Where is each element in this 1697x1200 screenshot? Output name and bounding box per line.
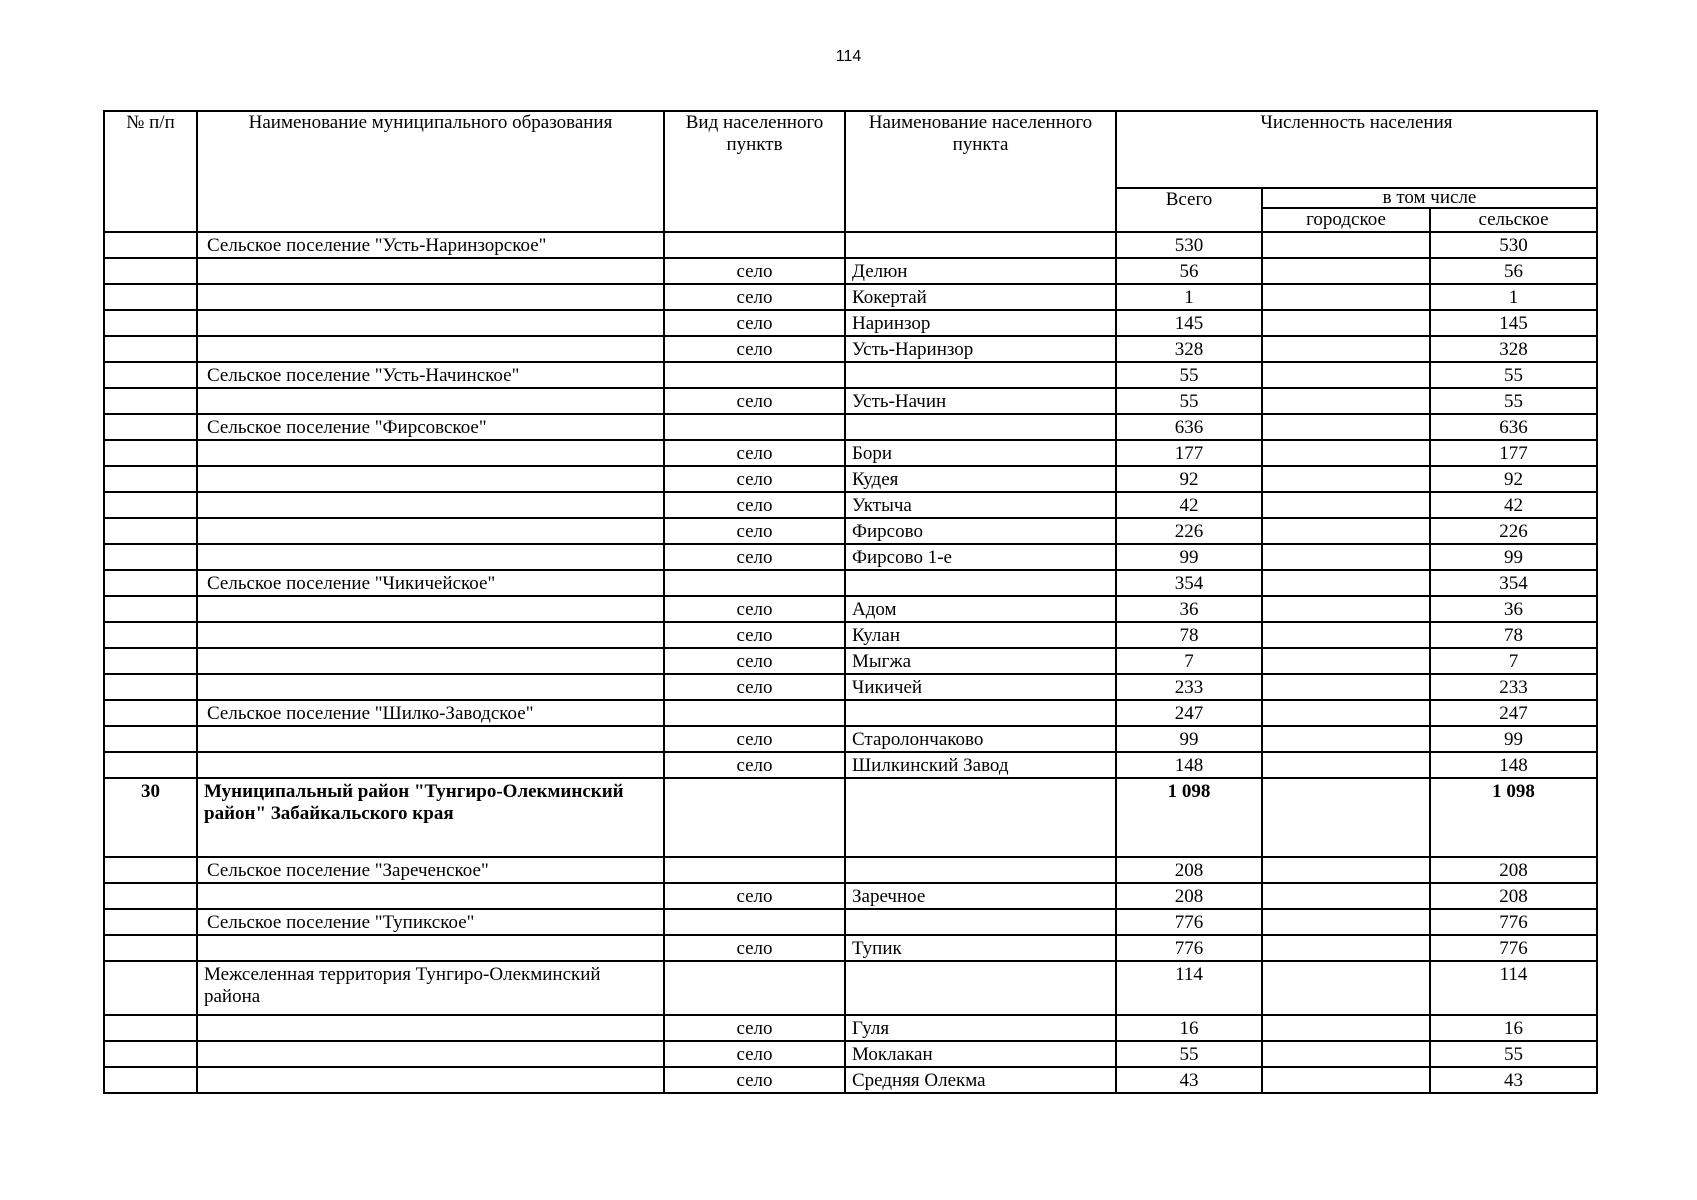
row-rural: 1 098: [1430, 778, 1597, 857]
row-num: [104, 648, 197, 674]
row-locality-name: Наринзор: [845, 310, 1116, 336]
row-num: [104, 284, 197, 310]
table-row: [104, 518, 1597, 544]
row-total: 55: [1116, 362, 1262, 388]
row-total: 776: [1116, 935, 1262, 961]
row-locality-type: [664, 909, 845, 935]
row-urban: [1262, 518, 1430, 544]
row-num: [104, 544, 197, 570]
row-num: [104, 961, 197, 1015]
table-row: [104, 622, 1597, 648]
row-municipality: [197, 1041, 664, 1067]
row-locality-type: село: [664, 1015, 845, 1041]
table-body: [104, 232, 1597, 1093]
row-municipality: [197, 752, 664, 778]
row-locality-type: [664, 232, 845, 258]
row-locality-name: Кокертай: [845, 284, 1116, 310]
row-total: 42: [1116, 492, 1262, 518]
row-locality-name: [845, 909, 1116, 935]
row-rural: 43: [1430, 1067, 1597, 1093]
table-row: [104, 570, 1597, 596]
row-rural: 99: [1430, 726, 1597, 752]
row-total: 92: [1116, 466, 1262, 492]
row-total: 636: [1116, 414, 1262, 440]
row-municipality: Сельское поселение "Тупикское": [197, 909, 664, 935]
row-urban: [1262, 752, 1430, 778]
row-locality-name: Фирсово 1-е: [845, 544, 1116, 570]
row-locality-name: Мыгжа: [845, 648, 1116, 674]
table-row: [104, 362, 1597, 388]
row-rural: 7: [1430, 648, 1597, 674]
row-locality-type: село: [664, 1067, 845, 1093]
row-num: [104, 258, 197, 284]
row-total: 1: [1116, 284, 1262, 310]
row-locality-type: [664, 961, 845, 1015]
row-total: 1 098: [1116, 778, 1262, 857]
table-row: [104, 466, 1597, 492]
row-total: 145: [1116, 310, 1262, 336]
row-num: 30: [104, 778, 197, 857]
row-municipality: [197, 492, 664, 518]
row-locality-name: Усть-Наринзор: [845, 336, 1116, 362]
row-rural: 16: [1430, 1015, 1597, 1041]
row-municipality: [197, 466, 664, 492]
table-row: [104, 258, 1597, 284]
table-row: [104, 1015, 1597, 1041]
row-municipality: Сельское поселение "Чикичейское": [197, 570, 664, 596]
row-num: [104, 674, 197, 700]
row-num: [104, 726, 197, 752]
row-num: [104, 700, 197, 726]
row-rural: 92: [1430, 466, 1597, 492]
row-total: 233: [1116, 674, 1262, 700]
row-total: 7: [1116, 648, 1262, 674]
row-locality-type: село: [664, 440, 845, 466]
row-urban: [1262, 857, 1430, 883]
table-row: [104, 883, 1597, 909]
row-municipality: [197, 1015, 664, 1041]
row-locality-type: село: [664, 310, 845, 336]
row-locality-name: Бори: [845, 440, 1116, 466]
table-row: [104, 752, 1597, 778]
row-total: 16: [1116, 1015, 1262, 1041]
row-municipality: [197, 388, 664, 414]
row-locality-name: Гуля: [845, 1015, 1116, 1041]
row-municipality: Сельское поселение "Усть-Начинское": [197, 362, 664, 388]
table-row: [104, 935, 1597, 961]
row-locality-type: село: [664, 752, 845, 778]
row-locality-name: Усть-Начин: [845, 388, 1116, 414]
row-rural: 328: [1430, 336, 1597, 362]
row-total: 56: [1116, 258, 1262, 284]
row-locality-type: село: [664, 544, 845, 570]
row-rural: 99: [1430, 544, 1597, 570]
row-municipality: [197, 648, 664, 674]
row-total: 99: [1116, 544, 1262, 570]
row-locality-name: [845, 414, 1116, 440]
row-rural: 148: [1430, 752, 1597, 778]
row-urban: [1262, 1015, 1430, 1041]
row-locality-name: Уктыча: [845, 492, 1116, 518]
row-locality-name: Старолончаково: [845, 726, 1116, 752]
row-num: [104, 596, 197, 622]
table-row: [104, 310, 1597, 336]
header-total: Всего: [1116, 188, 1262, 232]
row-urban: [1262, 310, 1430, 336]
row-total: 247: [1116, 700, 1262, 726]
row-total: 208: [1116, 883, 1262, 909]
row-num: [104, 440, 197, 466]
population-table: [103, 110, 1598, 1094]
row-rural: 530: [1430, 232, 1597, 258]
row-urban: [1262, 961, 1430, 1015]
row-locality-name: [845, 961, 1116, 1015]
row-total: 354: [1116, 570, 1262, 596]
header-type: Вид населенного пунктв: [664, 111, 845, 232]
row-locality-type: село: [664, 492, 845, 518]
row-rural: 55: [1430, 1041, 1597, 1067]
row-total: 36: [1116, 596, 1262, 622]
table-row: [104, 232, 1597, 258]
row-total: 148: [1116, 752, 1262, 778]
row-municipality: Сельское поселение "Зареченское": [197, 857, 664, 883]
row-num: [104, 752, 197, 778]
row-rural: 36: [1430, 596, 1597, 622]
row-rural: 776: [1430, 935, 1597, 961]
row-municipality: [197, 596, 664, 622]
row-locality-name: Адом: [845, 596, 1116, 622]
row-municipality: [197, 726, 664, 752]
header-municipality: Наименование муниципального образования: [197, 111, 664, 232]
row-urban: [1262, 726, 1430, 752]
row-urban: [1262, 414, 1430, 440]
row-locality-name: Чикичей: [845, 674, 1116, 700]
row-locality-type: село: [664, 466, 845, 492]
table-row: [104, 492, 1597, 518]
row-locality-name: Моклакан: [845, 1041, 1116, 1067]
row-municipality: [197, 310, 664, 336]
row-urban: [1262, 648, 1430, 674]
row-locality-type: село: [664, 674, 845, 700]
row-municipality: [197, 544, 664, 570]
table-row: [104, 336, 1597, 362]
row-urban: [1262, 1067, 1430, 1093]
row-locality-type: [664, 362, 845, 388]
header-rural: сельское: [1430, 208, 1597, 232]
row-municipality: Сельское поселение "Фирсовское": [197, 414, 664, 440]
row-rural: 208: [1430, 857, 1597, 883]
row-num: [104, 414, 197, 440]
row-total: 114: [1116, 961, 1262, 1015]
row-municipality: [197, 674, 664, 700]
table-row: [104, 778, 1597, 857]
row-locality-type: село: [664, 935, 845, 961]
row-locality-type: село: [664, 518, 845, 544]
row-locality-name: Средняя Олекма: [845, 1067, 1116, 1093]
row-municipality: [197, 258, 664, 284]
row-num: [104, 570, 197, 596]
row-num: [104, 466, 197, 492]
table-row: [104, 909, 1597, 935]
row-urban: [1262, 284, 1430, 310]
row-municipality: Сельское поселение "Шилко-Заводское": [197, 700, 664, 726]
table-row: [104, 596, 1597, 622]
row-locality-name: Кулан: [845, 622, 1116, 648]
table-row: [104, 1041, 1597, 1067]
row-num: [104, 492, 197, 518]
row-municipality: [197, 883, 664, 909]
table-row: [104, 726, 1597, 752]
row-total: 530: [1116, 232, 1262, 258]
row-locality-type: село: [664, 622, 845, 648]
row-locality-name: Кудея: [845, 466, 1116, 492]
row-municipality: [197, 284, 664, 310]
row-urban: [1262, 674, 1430, 700]
row-locality-type: село: [664, 726, 845, 752]
row-municipality: [197, 622, 664, 648]
row-locality-name: [845, 700, 1116, 726]
row-locality-type: село: [664, 648, 845, 674]
row-locality-type: село: [664, 596, 845, 622]
row-locality-type: село: [664, 1041, 845, 1067]
row-rural: 55: [1430, 362, 1597, 388]
row-urban: [1262, 232, 1430, 258]
row-rural: 55: [1430, 388, 1597, 414]
row-urban: [1262, 362, 1430, 388]
row-urban: [1262, 570, 1430, 596]
header-locality: Наименование населенного пункта: [845, 111, 1116, 232]
row-urban: [1262, 596, 1430, 622]
row-num: [104, 909, 197, 935]
table-row: [104, 414, 1597, 440]
row-urban: [1262, 909, 1430, 935]
row-urban: [1262, 544, 1430, 570]
row-rural: 78: [1430, 622, 1597, 648]
row-municipality: [197, 935, 664, 961]
row-locality-name: [845, 570, 1116, 596]
row-locality-name: Фирсово: [845, 518, 1116, 544]
row-locality-name: [845, 857, 1116, 883]
table-row: [104, 700, 1597, 726]
header-population: Численность населения: [1116, 111, 1597, 188]
row-municipality: [197, 336, 664, 362]
row-rural: 114: [1430, 961, 1597, 1015]
row-rural: 636: [1430, 414, 1597, 440]
row-total: 43: [1116, 1067, 1262, 1093]
row-locality-name: Делюн: [845, 258, 1116, 284]
row-urban: [1262, 883, 1430, 909]
row-urban: [1262, 778, 1430, 857]
table-row: [104, 284, 1597, 310]
row-urban: [1262, 440, 1430, 466]
row-urban: [1262, 258, 1430, 284]
row-num: [104, 622, 197, 648]
row-num: [104, 935, 197, 961]
row-total: 328: [1116, 336, 1262, 362]
row-num: [104, 232, 197, 258]
row-municipality: Межселенная территория Тунгиро-Олекминский района: [197, 961, 664, 1015]
page-number: 114: [835, 48, 862, 65]
row-locality-name: Шилкинский Завод: [845, 752, 1116, 778]
table-row: [104, 388, 1597, 414]
row-rural: 177: [1430, 440, 1597, 466]
row-municipality: [197, 518, 664, 544]
row-urban: [1262, 1041, 1430, 1067]
row-num: [104, 518, 197, 544]
table-row: [104, 674, 1597, 700]
row-municipality: [197, 1067, 664, 1093]
row-rural: 1: [1430, 284, 1597, 310]
row-locality-type: село: [664, 883, 845, 909]
row-rural: 226: [1430, 518, 1597, 544]
row-locality-name: Заречное: [845, 883, 1116, 909]
row-num: [104, 1067, 197, 1093]
row-locality-type: [664, 414, 845, 440]
row-municipality: Сельское поселение "Усть-Наринзорское": [197, 232, 664, 258]
header-including: в том числе: [1262, 188, 1597, 208]
row-rural: 208: [1430, 883, 1597, 909]
row-total: 99: [1116, 726, 1262, 752]
row-total: 226: [1116, 518, 1262, 544]
row-urban: [1262, 336, 1430, 362]
row-total: 776: [1116, 909, 1262, 935]
row-locality-name: [845, 362, 1116, 388]
table-row: [104, 544, 1597, 570]
table-row: [104, 857, 1597, 883]
row-urban: [1262, 492, 1430, 518]
row-urban: [1262, 466, 1430, 492]
header-num: № п/п: [104, 111, 197, 232]
table-row: [104, 648, 1597, 674]
row-num: [104, 310, 197, 336]
row-total: 177: [1116, 440, 1262, 466]
row-locality-type: село: [664, 388, 845, 414]
row-rural: 56: [1430, 258, 1597, 284]
row-urban: [1262, 700, 1430, 726]
row-rural: 354: [1430, 570, 1597, 596]
row-total: 208: [1116, 857, 1262, 883]
table-row: [104, 1067, 1597, 1093]
header-urban: городское: [1262, 208, 1430, 232]
row-locality-type: [664, 778, 845, 857]
row-locality-name: Тупик: [845, 935, 1116, 961]
row-rural: 145: [1430, 310, 1597, 336]
row-num: [104, 362, 197, 388]
row-locality-name: [845, 232, 1116, 258]
table-row: [104, 440, 1597, 466]
row-locality-type: село: [664, 258, 845, 284]
row-locality-type: [664, 570, 845, 596]
row-urban: [1262, 388, 1430, 414]
row-num: [104, 336, 197, 362]
row-num: [104, 883, 197, 909]
row-rural: 233: [1430, 674, 1597, 700]
row-num: [104, 1041, 197, 1067]
row-num: [104, 857, 197, 883]
row-urban: [1262, 935, 1430, 961]
row-locality-type: [664, 700, 845, 726]
row-municipality: [197, 440, 664, 466]
row-municipality: Муниципальный район "Тунгиро-Олекминский район" Забайкальского края: [197, 778, 664, 857]
row-total: 55: [1116, 388, 1262, 414]
row-locality-type: село: [664, 284, 845, 310]
row-num: [104, 388, 197, 414]
table-row: [104, 961, 1597, 1015]
row-rural: 42: [1430, 492, 1597, 518]
row-num: [104, 1015, 197, 1041]
row-rural: 247: [1430, 700, 1597, 726]
row-locality-name: [845, 778, 1116, 857]
row-total: 55: [1116, 1041, 1262, 1067]
row-rural: 776: [1430, 909, 1597, 935]
row-locality-type: [664, 857, 845, 883]
row-total: 78: [1116, 622, 1262, 648]
row-locality-type: село: [664, 336, 845, 362]
row-urban: [1262, 622, 1430, 648]
